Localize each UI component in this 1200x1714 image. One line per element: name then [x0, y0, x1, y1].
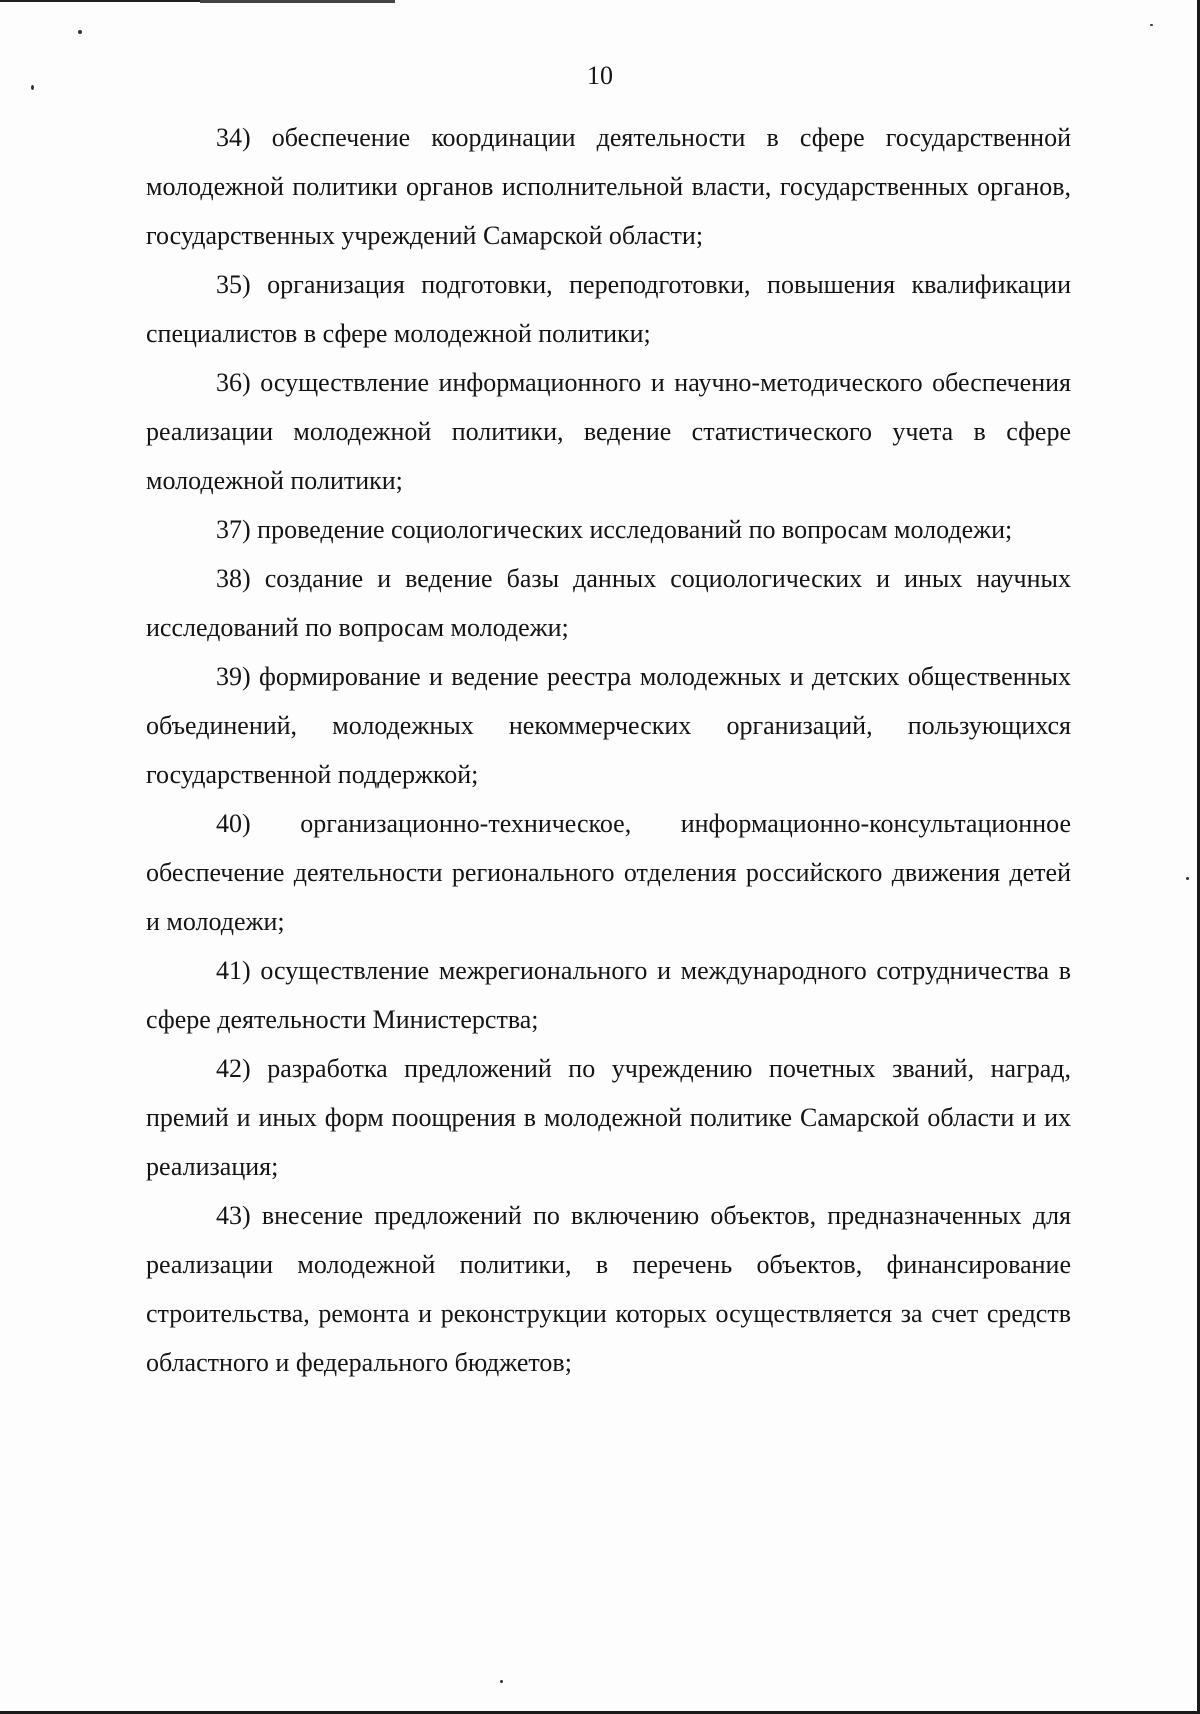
list-item-43 — [146, 1191, 1071, 1387]
item-number: 34) — [216, 123, 251, 152]
scan-edge-top-shadow — [200, 0, 395, 3]
list-item-36 — [146, 358, 1071, 505]
scan-speck — [1150, 24, 1153, 26]
item-number: 37) — [216, 515, 251, 544]
list-item-37 — [146, 505, 1071, 554]
item-text: создание и ведение базы данных социологических и иных научных исследований по вопросам молодежи; — [146, 564, 1072, 642]
item-text: осуществление информационного и научно-методического обеспечения реализации молодежной политики, ведение статистического учета в сфере молодежной политики; — [146, 368, 1071, 495]
item-number: 35) — [216, 270, 251, 299]
list-item-34 — [146, 113, 1071, 260]
item-text: организация подготовки, переподготовки, повышения квалификации специалистов в сфере молодежной политики; — [146, 270, 1072, 348]
item-text: разработка предложений по учреждению почетных званий, наград, премий и иных форм поощрения в молодежной политике Самарской области и их реализация; — [146, 1054, 1072, 1181]
item-number: 36) — [216, 368, 251, 397]
item-text: организационно-техническое, информационно-консультационное обеспечение деятельности регионального отделения российского движения детей и молодежи; — [146, 809, 1071, 936]
numbered-list — [146, 113, 1071, 1387]
item-number: 38) — [216, 564, 251, 593]
item-number: 40) — [216, 809, 251, 838]
item-number: 42) — [216, 1054, 251, 1083]
item-text: проведение социологических исследований по вопросам молодежи; — [257, 515, 1013, 544]
item-number: 43) — [216, 1201, 251, 1230]
page-number: 10 — [587, 61, 613, 90]
item-number: 41) — [216, 956, 251, 985]
list-item-39 — [146, 652, 1071, 799]
item-number: 39) — [216, 662, 251, 691]
list-item-40 — [146, 799, 1071, 946]
item-text: формирование и ведение реестра молодежных и детских общественных объединений, молодежных некоммерческих организаций, пользующихся государственной поддержкой; — [146, 662, 1071, 789]
list-item-35 — [146, 260, 1071, 358]
list-item-42 — [146, 1044, 1071, 1191]
scan-speck — [500, 1680, 503, 1683]
scan-speck — [78, 30, 82, 34]
scan-speck — [1186, 877, 1189, 880]
item-text: осуществление межрегионального и международного сотрудничества в сфере деятельности Министерства; — [146, 956, 1072, 1034]
list-item-41 — [146, 946, 1071, 1044]
item-text: обеспечение координации деятельности в сфере государственной молодежной политики органов исполнительной власти, государственных органов, государственных учреждений Самарской области; — [146, 123, 1072, 250]
list-item-38 — [146, 554, 1071, 652]
item-text: внесение предложений по включению объектов, предназначенных для реализации молодежной политики, в перечень объектов, финансирование строительства, ремонта и реконструкции которых осуществляется за счет средств областного и федерального бюджетов; — [146, 1201, 1071, 1377]
